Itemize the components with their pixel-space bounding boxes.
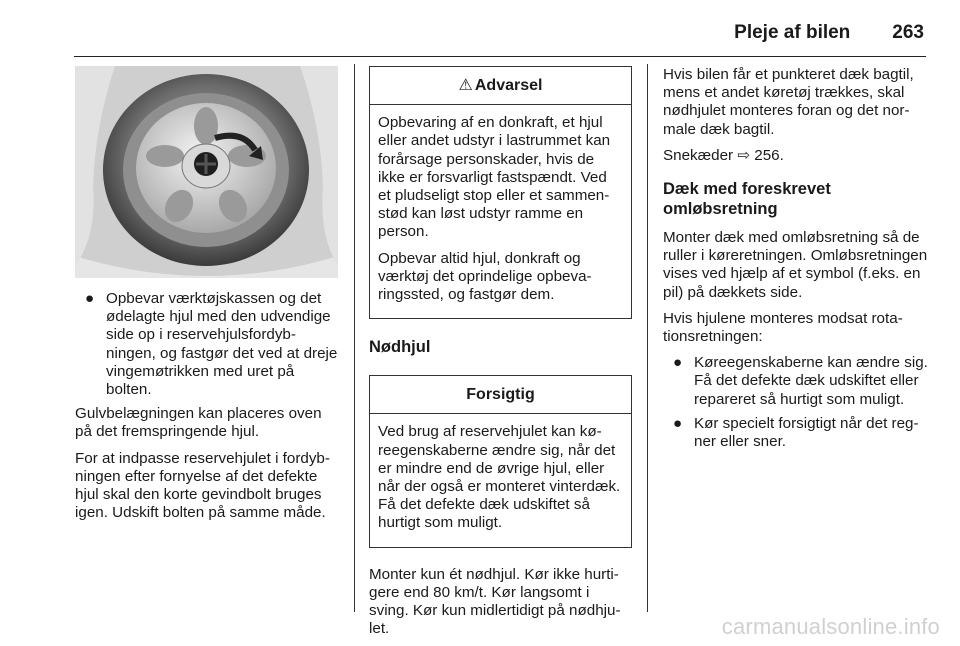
list-item xyxy=(663,354,929,409)
caution-title: Forsigtig xyxy=(370,376,631,414)
watermark: carmanualsonline.info xyxy=(721,614,940,639)
section-heading-nodhjul: Nødhjul xyxy=(369,338,431,357)
paragraph: Hvis bilen får et punkteret dæk bagtil, mens et andet køretøj trækkes, skal nødhjulet monteres foran og det normale dæk bagtil. xyxy=(663,66,914,138)
column-1 xyxy=(75,290,338,530)
list-item-text: Kør specielt forsigtigt når det regner eller sner. xyxy=(694,414,919,451)
bullet-icon: ● xyxy=(85,290,95,307)
column-divider-1 xyxy=(354,64,355,612)
column-divider-2 xyxy=(647,64,648,612)
paragraph: Monter dæk med omløbsretning så de ruller i køreretningen. Omløbsretningen vises ved hjælp af et symbol (f.eks. en pil) på dækkets side. xyxy=(663,229,928,301)
list-item xyxy=(663,415,929,451)
section-heading-direction: Dæk med foreskrevet omløbsretning xyxy=(663,180,831,219)
list-item xyxy=(75,290,338,399)
arrow-right-icon: ⇨ xyxy=(737,146,751,164)
list-item-text: Opbevar værktøjskassen og det ødelagte hjul med den udvendige side op i reservehjulsfordybningen, og fastgør det ved at dreje vingemøtrikken med uret på bolten. xyxy=(106,290,338,399)
cross-reference[interactable] xyxy=(663,147,929,165)
page-title: Pleje af bilen xyxy=(734,22,851,43)
caution-text: Ved brug af reservehjulet kan køreegenskaberne ændre sig, når det er mindre end de øvrige hjul, eller når der også er monteret vinterdæk. Få det defekte dæk udskiftet så hurtigt som muligt. xyxy=(378,423,621,532)
warning-triangle-icon: ⚠ xyxy=(458,77,473,94)
bullet-icon: ● xyxy=(673,354,683,372)
spare-wheel-photo xyxy=(75,66,338,278)
warning-title xyxy=(370,67,631,105)
cross-reference-page: 256. xyxy=(754,146,784,164)
column-2 xyxy=(369,66,632,646)
warning-text: Opbevar altid hjul, donkraft og værktøj det oprindelige opbevaringssted, og fastgør dem. xyxy=(378,249,592,304)
caution-box xyxy=(369,375,632,547)
warning-text: Opbevaring af en donkraft, et hjul eller andet udstyr i lastrummet kan forårsage personskader, hvis de ikke er forsvarligt fastspændt. Ved et pludseligt stop eller et sammenstød kan løst udstyr ramme en person. xyxy=(378,114,611,241)
paragraph: Gulvbelægningen kan placeres oven på det fremspringende hjul. xyxy=(75,405,322,441)
page-number: 263 xyxy=(892,22,924,43)
cross-reference-label: Snekæder xyxy=(663,146,734,164)
column-3 xyxy=(663,66,929,457)
list-item-text: Køreegenskaberne kan ændre sig. Få det defekte dæk udskiftet eller repareret så hurtigt som muligt. xyxy=(694,354,928,408)
paragraph: Hvis hjulene monteres modsat rotationsretningen: xyxy=(663,309,903,346)
warning-box xyxy=(369,66,632,319)
spare-wheel-illustration xyxy=(75,66,338,278)
paragraph: For at indpasse reservehjulet i fordybningen efter fornyelse af det defekte hjul skal den korte gevindbolt bruges igen. Udskift bolten på samme måde. xyxy=(75,449,330,522)
bullet-icon: ● xyxy=(673,414,683,432)
header-divider xyxy=(74,56,926,57)
warning-title-text: Advarsel xyxy=(474,77,543,94)
page-header xyxy=(734,22,924,52)
paragraph: Monter kun ét nødhjul. Kør ikke hurtigere end 80 km/t. Kør langsomt i sving. Kør kun midlertidigt på nødhjulet. xyxy=(369,565,621,638)
